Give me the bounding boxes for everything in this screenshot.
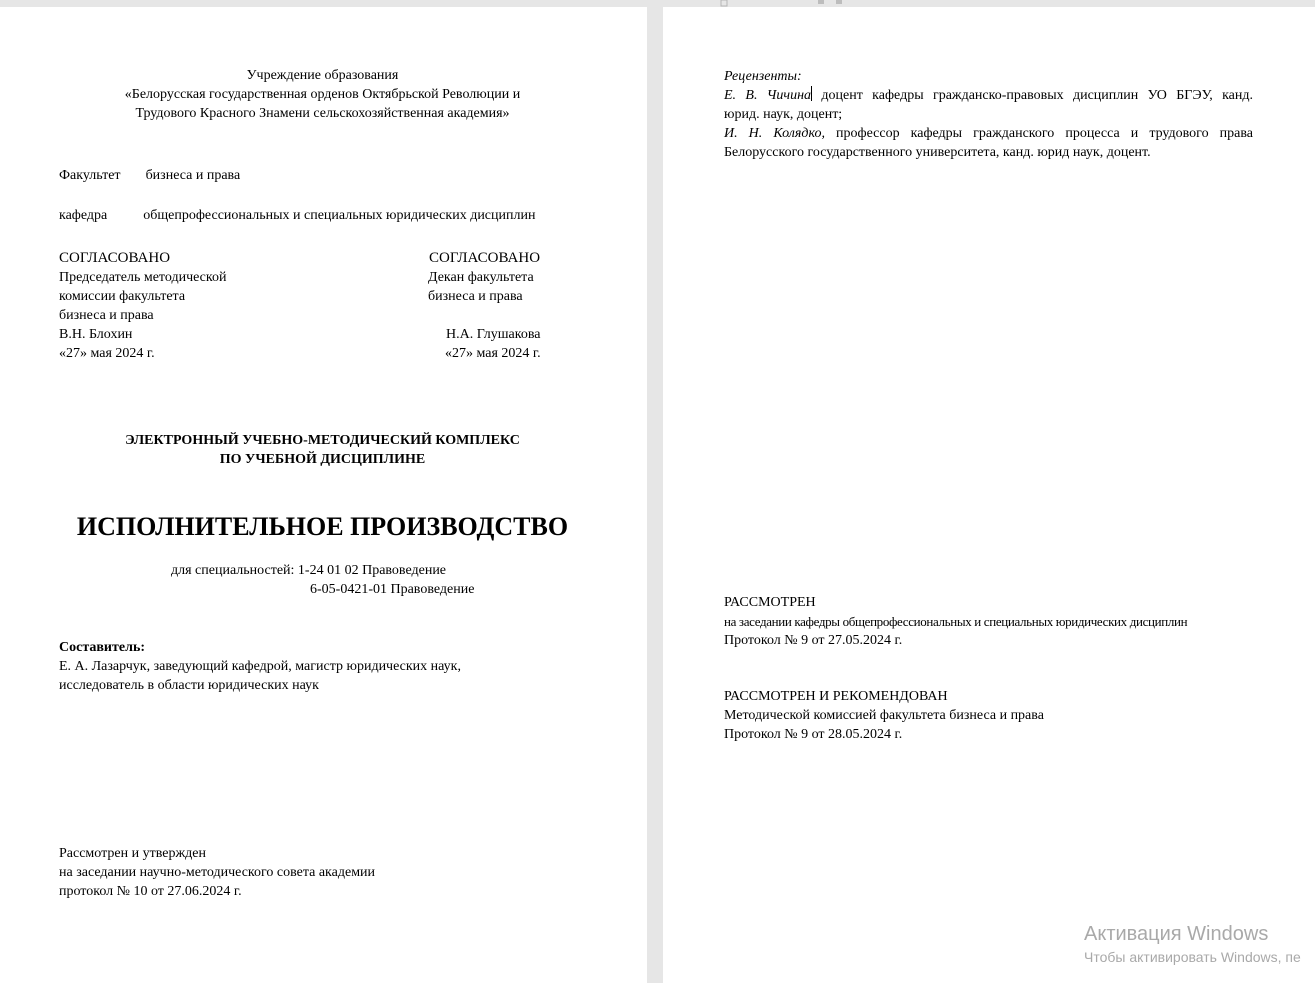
- approval-left-date: «27» мая 2024 г.: [59, 346, 155, 361]
- discipline-title: ИСПОЛНИТЕЛЬНОЕ ПРОИЗВОДСТВО: [76, 512, 569, 541]
- compiler-line-1: Е. А. Лазарчук, заведующий кафедрой, магистр юридических наук,: [59, 659, 461, 674]
- approved-line-1: Рассмотрен и утвержден: [59, 846, 206, 861]
- considered-title: РАССМОТРЕН: [724, 595, 816, 610]
- institution-line-3: Трудового Красного Знамени сельскохозяйственная академия»: [135, 106, 510, 121]
- specialties-line-2: 6-05-0421-01 Правоведение: [310, 582, 475, 597]
- approval-left: [59, 249, 319, 363]
- approval-left-name: В.Н. Блохин: [59, 327, 133, 342]
- recommended-block: [724, 687, 1304, 744]
- recommended-line-2: Протокол № 9 от 28.05.2024 г.: [724, 727, 903, 742]
- windows-activation-watermark: [1084, 921, 1301, 967]
- considered-block: [724, 593, 1304, 650]
- faculty-value: бизнеса и права: [145, 168, 241, 183]
- document-page-2[interactable]: [663, 7, 1315, 983]
- approval-right-name: Н.А. Глушакова: [446, 327, 541, 342]
- reviewer-1-text-2: юрид. наук, доцент;: [724, 107, 843, 122]
- approval-left-title: СОГЛАСОВАНО: [59, 250, 171, 266]
- institution-line-1: Учреждение образования: [246, 68, 399, 83]
- approval-left-line-2: комиссии факультета: [59, 289, 186, 304]
- reviewers-label: Рецензенты:: [724, 69, 802, 84]
- approval-left-line-1: Председатель методической: [59, 270, 227, 285]
- institution-line-2: «Белорусская государственная орденов Октябрьской Революции и: [124, 87, 521, 102]
- watermark-subtitle: Чтобы активировать Windows, пе: [1084, 949, 1301, 965]
- recommended-line-1: Методической комиссией факультета бизнеса и права: [724, 708, 1044, 723]
- complex-title-line-2: ПО УЧЕБНОЙ ДИСЦИПЛИНЕ: [219, 452, 426, 467]
- reviewer-2-text-2: Белорусского государственного университета, канд. юрид наук, доцент.: [724, 145, 1151, 160]
- considered-line-2: Протокол № 9 от 27.05.2024 г.: [724, 633, 903, 648]
- compiler-line-2: исследователь в области юридических наук: [59, 678, 319, 693]
- approval-left-line-3: бизнеса и права: [59, 308, 154, 323]
- department-line: [59, 206, 535, 225]
- reviewer-2-name: И. Н. Колядко,: [724, 126, 825, 141]
- faculty-label: Факультет: [59, 168, 121, 183]
- department-label: кафедра: [59, 208, 108, 223]
- complex-title-line-1: ЭЛЕКТРОННЫЙ УЧЕБНО-МЕТОДИЧЕСКИЙ КОМПЛЕКС: [125, 433, 520, 448]
- ruler-marks: [718, 0, 858, 7]
- approval-right-title: СОГЛАСОВАНО: [429, 250, 541, 266]
- recommended-title: РАССМОТРЕН И РЕКОМЕНДОВАН: [724, 689, 948, 704]
- reviewer-2-line: [724, 124, 1253, 143]
- reviewer-1-name: Е. В. Чичина: [724, 88, 812, 103]
- department-value: общепрофессиональных и специальных юридических дисциплин: [143, 208, 536, 223]
- reviewer-2-text: профессор кафедры гражданского процесса и трудового права: [824, 126, 1253, 141]
- approved-block: [59, 844, 619, 901]
- document-page-1[interactable]: [0, 7, 647, 983]
- approved-line-2: на заседании научно-методического совета академии: [59, 865, 376, 880]
- complex-title: [0, 431, 645, 469]
- approved-line-3: протокол № 10 от 27.06.2024 г.: [59, 884, 242, 899]
- watermark-title: Активация Windows: [1084, 923, 1269, 945]
- specialties-line-1: для специальностей: 1-24 01 02 Правоведение: [171, 563, 447, 578]
- considered-line-1: на заседании кафедры общепрофессиональных и специальных юридических дисциплин: [724, 614, 1188, 629]
- reviewer-1-text: доцент кафедры гражданско-правовых дисциплин УО БГЭУ, канд.: [812, 88, 1254, 103]
- institution-header: [0, 66, 645, 123]
- approval-right-line-1: Декан факультета: [428, 270, 534, 285]
- approval-right: [428, 249, 628, 363]
- approval-right-date: «27» мая 2024 г.: [445, 346, 541, 361]
- reviewer-1-line: [724, 86, 1253, 105]
- compiler-block: [59, 638, 619, 695]
- approval-right-line-2: бизнеса и права: [428, 289, 523, 304]
- compiler-label: Составитель:: [59, 640, 146, 655]
- specialties: [171, 561, 591, 599]
- reviewers-block: [724, 67, 1253, 162]
- faculty-line: [59, 166, 240, 185]
